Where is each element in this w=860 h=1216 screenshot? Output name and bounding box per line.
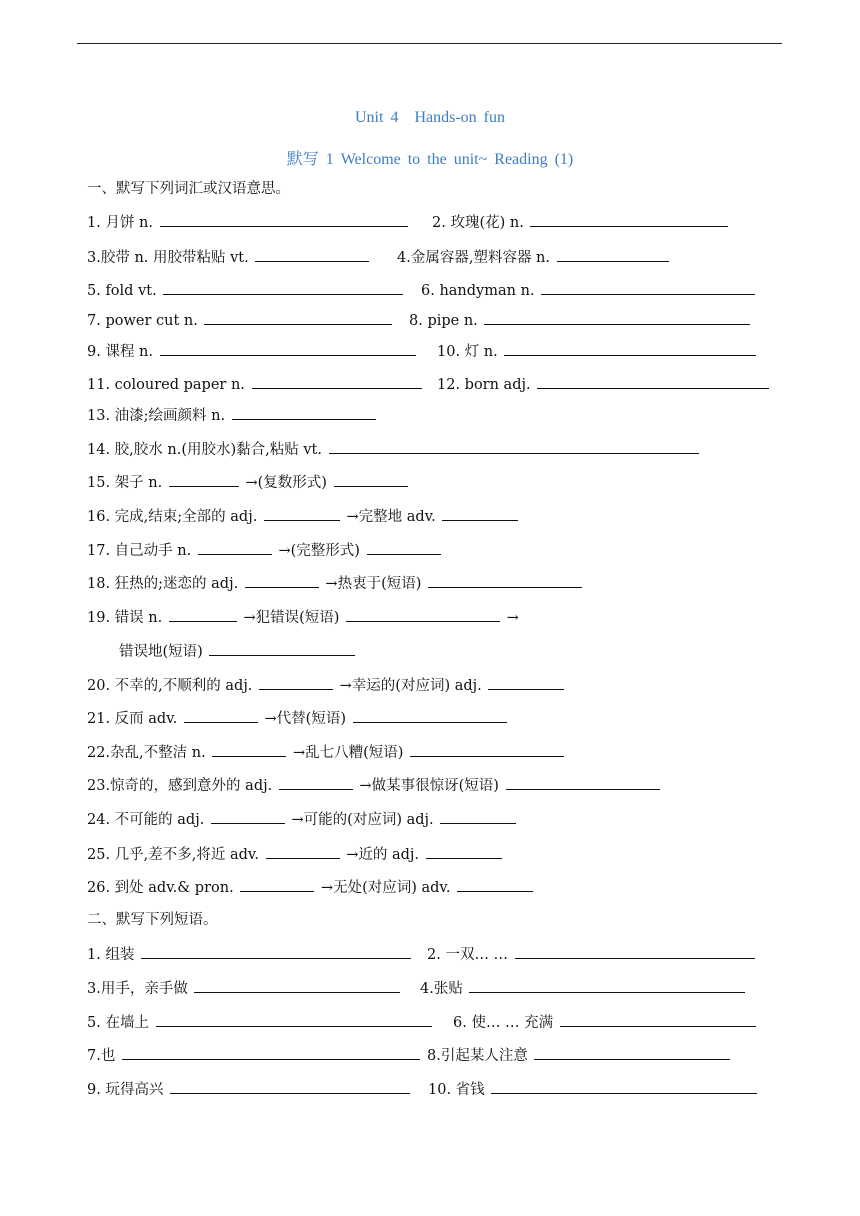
item-label: 15. 架子 n. — [87, 475, 163, 491]
answer-blank[interactable] — [530, 210, 728, 227]
vocab-row-20 — [87, 673, 566, 697]
item-label: →代替(短语) — [264, 711, 346, 727]
item-label: 1. 组装 — [87, 947, 135, 963]
vocab-row-5 — [87, 278, 405, 302]
answer-blank[interactable] — [353, 706, 507, 723]
phrase-row-1 — [87, 942, 413, 966]
answer-blank[interactable] — [204, 308, 392, 325]
answer-blank[interactable] — [491, 1077, 757, 1094]
answer-blank[interactable] — [279, 773, 353, 790]
answer-blank[interactable] — [515, 942, 755, 959]
answer-blank[interactable] — [440, 807, 516, 824]
item-label: 5. fold vt. — [87, 283, 157, 299]
item-label: →热衷于(短语) — [325, 576, 422, 592]
answer-blank[interactable] — [240, 875, 314, 892]
arrow: → — [506, 610, 519, 626]
vocab-row-17 — [87, 538, 443, 562]
item-label: 2. 一双… … — [427, 947, 509, 963]
item-label: →可能的(对应词) adj. — [291, 812, 434, 828]
vocab-row-14 — [87, 437, 701, 461]
phrase-row-8 — [427, 1043, 732, 1067]
item-label: 23.惊奇的，感到意外的 adj. — [87, 778, 273, 794]
item-label: 4.张贴 — [420, 981, 463, 997]
answer-blank[interactable] — [329, 437, 699, 454]
answer-blank[interactable] — [488, 673, 564, 690]
answer-blank[interactable] — [484, 308, 750, 325]
answer-blank[interactable] — [198, 538, 272, 555]
answer-blank[interactable] — [557, 245, 669, 262]
answer-blank[interactable] — [428, 571, 582, 588]
answer-blank[interactable] — [560, 1010, 756, 1027]
vocab-row-7 — [87, 308, 394, 332]
vocab-row-2 — [432, 210, 730, 234]
item-label: 7. power cut n. — [87, 313, 198, 329]
answer-blank[interactable] — [232, 403, 376, 420]
vocab-row-15 — [87, 470, 410, 494]
answer-blank[interactable] — [534, 1043, 730, 1060]
page-title: Unit 4 Hands-on fun — [355, 109, 505, 126]
answer-blank[interactable] — [160, 339, 416, 356]
answer-blank[interactable] — [506, 773, 660, 790]
vocab-row-3 — [87, 245, 371, 269]
item-label: 26. 到处 adv.& pron. — [87, 880, 234, 896]
answer-blank[interactable] — [442, 504, 518, 521]
item-label: 3.胶带 n. 用胶带粘贴 vt. — [87, 250, 249, 266]
answer-blank[interactable] — [211, 807, 285, 824]
answer-blank[interactable] — [504, 339, 756, 356]
item-label: →(复数形式) — [245, 475, 327, 491]
vocab-row-8 — [409, 308, 752, 332]
item-label: 13. 油漆;绘画颜料 n. — [87, 408, 226, 424]
vocab-row-22 — [87, 740, 566, 764]
answer-blank[interactable] — [346, 605, 500, 622]
item-label: 25. 几乎,差不多,将近 adv. — [87, 847, 260, 863]
item-label: 18. 狂热的;迷恋的 adj. — [87, 576, 239, 592]
vocab-row-13 — [87, 403, 378, 427]
vocab-row-10 — [437, 339, 758, 363]
vocab-row-11 — [87, 372, 424, 396]
answer-blank[interactable] — [163, 278, 403, 295]
item-label: 4.金属容器,塑料容器 n. — [397, 250, 550, 266]
item-label: 11. coloured paper n. — [87, 377, 245, 393]
vocab-row-9 — [87, 339, 418, 363]
answer-blank[interactable] — [410, 740, 564, 757]
item-label: 6. 使… … 充满 — [453, 1015, 554, 1031]
answer-blank[interactable] — [212, 740, 286, 757]
item-label: 2. 玫瑰(花) n. — [432, 215, 524, 231]
answer-blank[interactable] — [156, 1010, 432, 1027]
item-label: 6. handyman n. — [421, 283, 535, 299]
answer-blank[interactable] — [141, 942, 411, 959]
answer-blank[interactable] — [334, 470, 408, 487]
item-label: 5. 在墙上 — [87, 1015, 149, 1031]
vocab-row-12 — [437, 372, 771, 396]
item-label: 9. 玩得高兴 — [87, 1082, 164, 1098]
page-subtitle: 默写 1 Welcome to the unit~ Reading (1) — [286, 151, 574, 168]
answer-blank[interactable] — [184, 706, 258, 723]
item-label: 20. 不幸的,不顺利的 adj. — [87, 678, 253, 694]
item-label: 17. 自己动手 n. — [87, 543, 192, 559]
vocab-row-23 — [87, 773, 662, 797]
answer-blank[interactable] — [367, 538, 441, 555]
vocab-row-19 — [87, 605, 519, 629]
vocab-row-21 — [87, 706, 509, 730]
item-label: 9. 课程 n. — [87, 344, 154, 360]
answer-blank[interactable] — [541, 278, 755, 295]
item-label: →乱七八糟(短语) — [292, 745, 404, 761]
item-label: 10. 省钱 — [428, 1082, 485, 1098]
item-label: 7.也 — [87, 1048, 116, 1064]
item-label: 8.引起某人注意 — [427, 1048, 528, 1064]
item-label: 24. 不可能的 adj. — [87, 812, 205, 828]
item-label: 10. 灯 n. — [437, 344, 498, 360]
section1-heading: 一、默写下列词汇或汉语意思。 — [87, 181, 290, 197]
phrase-row-4 — [420, 976, 747, 1000]
answer-blank[interactable] — [266, 842, 340, 859]
item-label: 19. 错误 n. — [87, 610, 163, 626]
answer-blank[interactable] — [252, 372, 422, 389]
answer-blank[interactable] — [170, 1077, 410, 1094]
vocab-row-26 — [87, 875, 535, 899]
answer-blank[interactable] — [426, 842, 502, 859]
vocab-row-16 — [87, 504, 520, 528]
phrase-row-10 — [428, 1077, 759, 1101]
answer-blank[interactable] — [245, 571, 319, 588]
item-label: 16. 完成,结束;全部的 adj. — [87, 509, 258, 525]
item-label: →(完整形式) — [278, 543, 360, 559]
item-label: 21. 反而 adv. — [87, 711, 178, 727]
section2-heading: 二、默写下列短语。 — [87, 912, 218, 928]
answer-blank[interactable] — [169, 605, 237, 622]
answer-blank[interactable] — [160, 210, 408, 227]
item-label: 12. born adj. — [437, 377, 531, 393]
item-label: →完整地 adv. — [346, 509, 436, 525]
answer-blank[interactable] — [169, 470, 239, 487]
item-label: 3.用手，亲手做 — [87, 981, 188, 997]
vocab-row-24 — [87, 807, 518, 831]
vocab-row-25 — [87, 842, 504, 866]
phrase-row-7 — [87, 1043, 422, 1067]
answer-blank[interactable] — [255, 245, 369, 262]
answer-blank[interactable] — [469, 976, 745, 993]
vocab-row-18 — [87, 571, 584, 595]
item-label: →无处(对应词) adv. — [320, 880, 451, 896]
item-label: →做某事很惊讶(短语) — [359, 778, 499, 794]
vocab-row-4 — [397, 245, 671, 269]
item-label: →犯错误(短语) — [243, 610, 340, 626]
answer-blank[interactable] — [194, 976, 400, 993]
item-label: 8. pipe n. — [409, 313, 478, 329]
item-label: 22.杂乱,不整洁 n. — [87, 745, 206, 761]
phrase-row-6 — [453, 1010, 758, 1034]
vocab-row-6 — [421, 278, 757, 302]
item-label: 错误地(短语) — [119, 644, 203, 660]
vocab-row-19-cont — [119, 639, 357, 663]
answer-blank[interactable] — [209, 639, 355, 656]
phrase-row-5 — [87, 1010, 434, 1034]
header-rule — [77, 43, 782, 44]
answer-blank[interactable] — [259, 673, 333, 690]
phrase-row-2 — [427, 942, 757, 966]
item-label: →幸运的(对应词) adj. — [339, 678, 482, 694]
phrase-row-3 — [87, 976, 402, 1000]
answer-blank[interactable] — [537, 372, 769, 389]
answer-blank[interactable] — [457, 875, 533, 892]
answer-blank[interactable] — [122, 1043, 420, 1060]
vocab-row-1 — [87, 210, 410, 234]
phrase-row-9 — [87, 1077, 412, 1101]
answer-blank[interactable] — [264, 504, 340, 521]
item-label: →近的 adj. — [346, 847, 420, 863]
item-label: 1. 月饼 n. — [87, 215, 154, 231]
item-label: 14. 胶,胶水 n.(用胶水)黏合,粘贴 vt. — [87, 442, 322, 458]
